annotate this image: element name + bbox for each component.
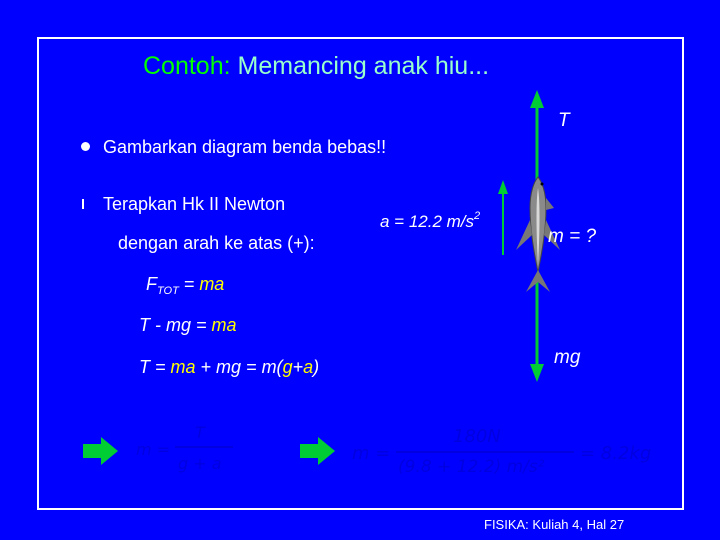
bullet-bar-icon bbox=[82, 199, 84, 209]
slide-footer: FISIKA: Kuliah 4, Hal 27 bbox=[484, 517, 625, 532]
bullet-2: Terapkan Hk II Newton bbox=[103, 194, 286, 214]
arrow-right-icon bbox=[81, 436, 121, 466]
formula-2-lhs: m = bbox=[352, 443, 391, 464]
mass-label: m = ? bbox=[548, 226, 597, 247]
tension-arrowhead-icon bbox=[530, 90, 544, 108]
formula-2-numerator: 180N bbox=[453, 426, 501, 447]
fraction-bar bbox=[396, 451, 574, 453]
tension-label: T bbox=[558, 110, 570, 131]
formula-2-denominator: (9.8 + 12.2) m/s² bbox=[398, 457, 545, 477]
equation-3: T = ma + mg = m(g+a) bbox=[139, 357, 320, 377]
equation-ftot: $F_{TOT}$ = ma bbox=[146, 274, 225, 297]
arrow-right-icon bbox=[298, 436, 338, 466]
formula-1-numerator: T bbox=[195, 423, 205, 442]
direction-text: dengan arah ke atas (+): bbox=[118, 233, 315, 253]
formula-1-lhs: m = bbox=[136, 440, 171, 459]
bullet-dot-icon bbox=[81, 142, 90, 151]
fraction-bar bbox=[175, 446, 233, 448]
equation-2: T - mg = ma bbox=[139, 315, 237, 335]
bullet-1: Gambarkan diagram benda bebas!! bbox=[103, 137, 387, 157]
slide-title: Contoh: Memancing anak hiu... bbox=[143, 52, 490, 80]
formula-1-denominator: g + a bbox=[178, 454, 222, 473]
weight-arrowhead-icon bbox=[530, 364, 544, 382]
acceleration-arrowhead-icon bbox=[498, 180, 508, 194]
formula-2-result: = 8.2kg bbox=[580, 443, 652, 464]
acceleration-label: a = 12.2 $m/s^2$ bbox=[380, 210, 481, 231]
weight-label: mg bbox=[554, 347, 581, 368]
